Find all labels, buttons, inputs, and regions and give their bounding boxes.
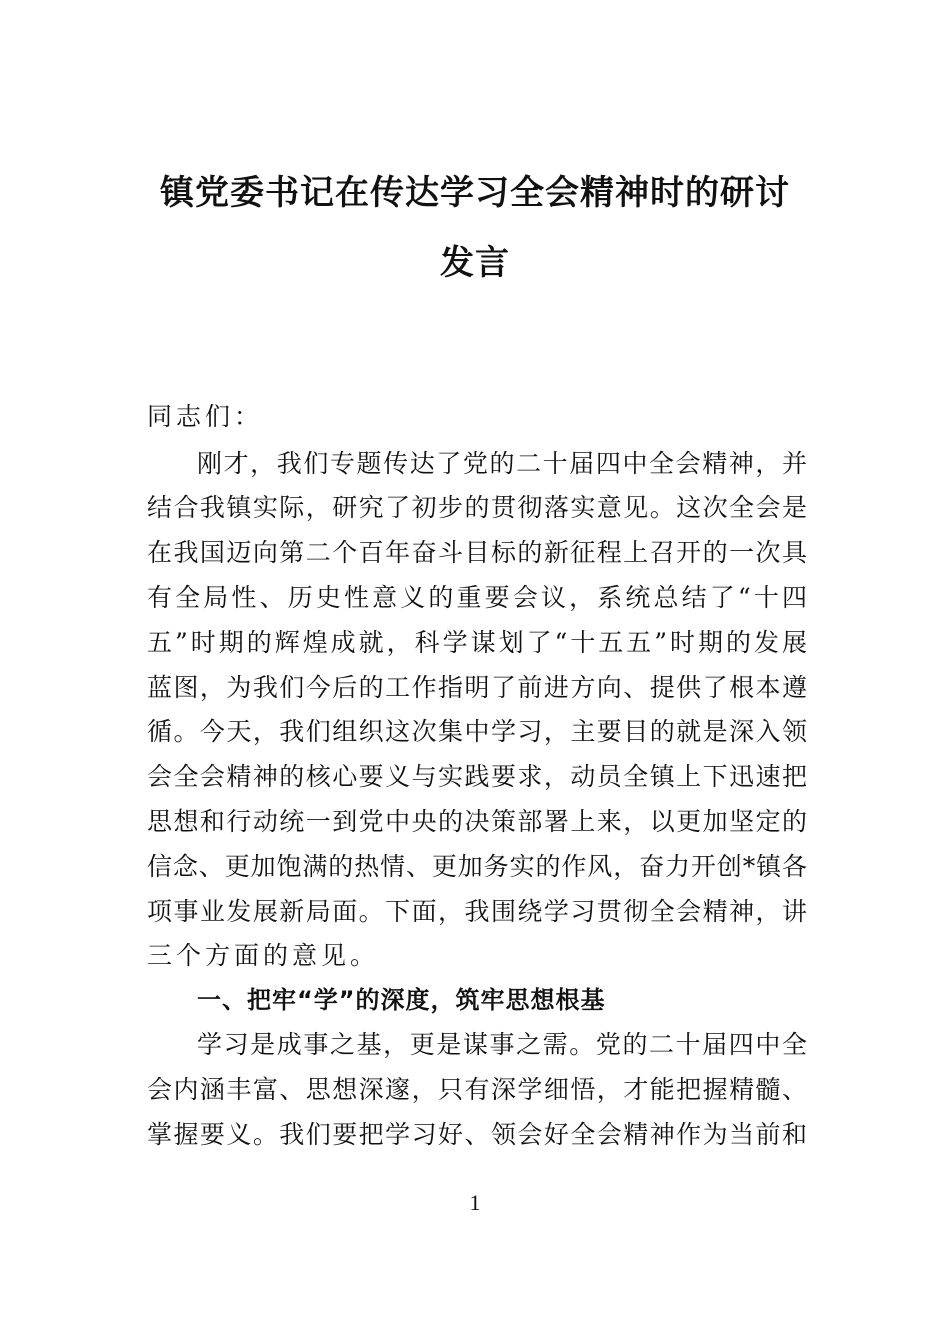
paragraph1-line: 五”时期的辉煌成就，科学谋划了“十五五”时期的发展 [147, 628, 807, 657]
paragraph1-line: 循。今天，我们组织这次集中学习，主要目的就是深入领 [147, 717, 807, 746]
paragraph1-line: 信念、更加饱满的热情、更加务实的作风，奋力开创*镇各 [147, 852, 807, 881]
paragraph1-line: 项事业发展新局面。下面，我围绕学习贯彻全会精神，讲 [147, 897, 807, 926]
paragraph1-line: 在我国迈向第二个百年奋斗目标的新征程上召开的一次具 [147, 538, 807, 567]
paragraph1-line: 有全局性、历史性意义的重要会议，系统总结了“十四 [147, 583, 807, 612]
paragraph1-line: 蓝图，为我们今后的工作指明了前进方向、提供了根本遵 [147, 673, 807, 702]
paragraph1-line: 刚才，我们专题传达了党的二十届四中全会精神，并 [197, 449, 807, 478]
paragraph1-line: 结合我镇实际，研究了初步的贯彻落实意见。这次全会是 [147, 493, 807, 522]
paragraph2-line: 掌握要义。我们要把学习好、领会好全会精神作为当前和 [147, 1120, 807, 1149]
page-number: 1 [469, 1190, 481, 1215]
document-title-line-2: 发言 [440, 243, 510, 283]
salutation: 同志们： [147, 402, 264, 431]
paragraph2-line: 会内涵丰富、思想深邃，只有深学细悟，才能把握精髓、 [147, 1075, 807, 1104]
document-title-line-1: 镇党委书记在传达学习全会精神时的研讨 [160, 173, 790, 213]
paragraph1-line: 思想和行动统一到党中央的决策部署上来，以更加坚定的 [147, 807, 807, 836]
paragraph1-line: 会全会精神的核心要义与实践要求，动员全镇上下迅速把 [147, 762, 807, 791]
paragraph1-line: 三个方面的意见。 [147, 941, 380, 970]
section-heading: 一、把牢“学”的深度，筑牢思想根基 [197, 986, 606, 1014]
paragraph2-line: 学习是成事之基，更是谋事之需。党的二十届四中全 [197, 1030, 807, 1059]
